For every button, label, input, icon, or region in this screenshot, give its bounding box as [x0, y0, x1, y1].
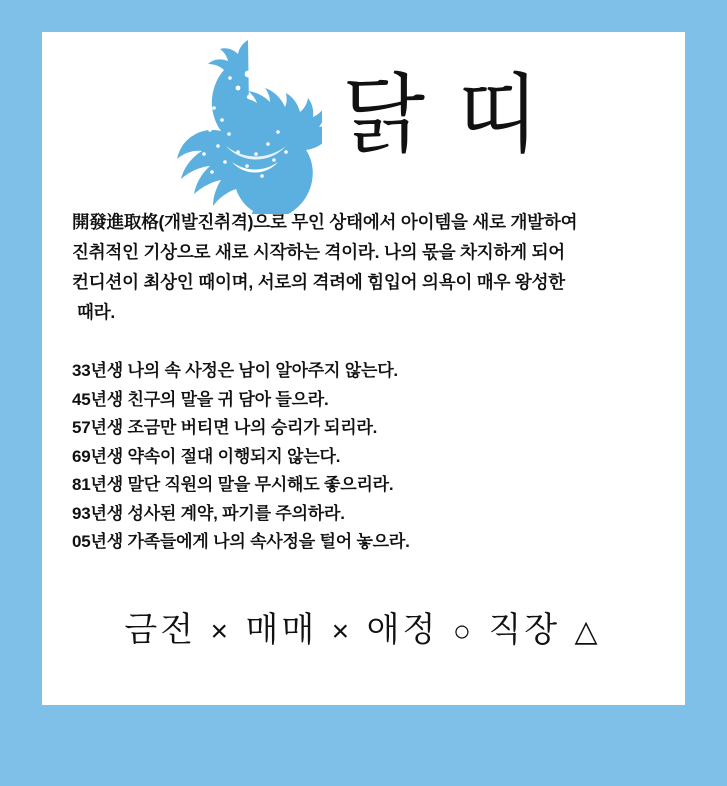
description-line: 때라. — [77, 302, 116, 322]
list-item — [72, 357, 668, 386]
summary-row — [42, 602, 685, 651]
fortune-year: 05년생 — [72, 532, 123, 551]
list-item — [72, 386, 668, 415]
list-item — [72, 414, 668, 443]
summary-symbol-trade: × — [331, 615, 353, 648]
fortune-year: 33년생 — [72, 361, 123, 380]
card-body — [72, 207, 668, 557]
fortune-text: 조금만 버티면 나의 승리가 되리라. — [127, 418, 378, 437]
summary-symbol-love: ○ — [452, 615, 474, 648]
summary-label-money: 금전 — [124, 611, 197, 649]
card-header — [42, 32, 685, 217]
description-line: 開發進取格(개발진취격)으로 무인 상태에서 아이템을 새로 개발하여 — [72, 212, 578, 232]
page-title: 닭 띠 — [342, 67, 545, 163]
summary-label-love: 애정 — [366, 611, 439, 649]
description-paragraph — [72, 207, 668, 327]
list-item — [72, 528, 668, 557]
fortune-text: 나의 속 사정은 남이 알아주지 않는다. — [127, 361, 398, 380]
description-line: 진취적인 기상으로 새로 시작하는 격이라. 나의 몫을 차지하게 되어 — [72, 242, 565, 262]
fortune-list — [72, 357, 668, 557]
summary-symbol-money: × — [210, 615, 232, 648]
fortune-year: 45년생 — [72, 389, 123, 409]
fortune-text: 가족들에게 나의 속사정을 털어 놓으라. — [127, 532, 410, 551]
fortune-year: 57년생 — [72, 418, 123, 437]
summary-label-trade: 매매 — [245, 611, 318, 649]
fortune-year: 81년생 — [72, 475, 123, 494]
list-item — [72, 500, 668, 529]
description-line: 컨디션이 최상인 때이며, 서로의 격려에 힘입어 의욕이 매우 왕성한 — [72, 272, 565, 292]
fortune-text: 말단 직원의 말을 무시해도 좋으리라. — [127, 475, 394, 494]
fortune-year: 69년생 — [72, 446, 123, 466]
list-item — [72, 443, 668, 472]
fortune-year: 93년생 — [72, 503, 123, 523]
fortune-card — [42, 32, 685, 705]
fortune-text: 약속이 절대 이행되지 않는다. — [127, 446, 341, 466]
summary-symbol-work: △ — [574, 615, 601, 648]
list-item — [72, 471, 668, 500]
summary-label-work: 직장 — [488, 611, 561, 649]
fortune-text: 성사된 계약, 파기를 주의하라. — [127, 503, 345, 523]
rooster-icon — [152, 34, 322, 214]
fortune-text: 친구의 말을 귀 담아 들으라. — [127, 389, 329, 409]
